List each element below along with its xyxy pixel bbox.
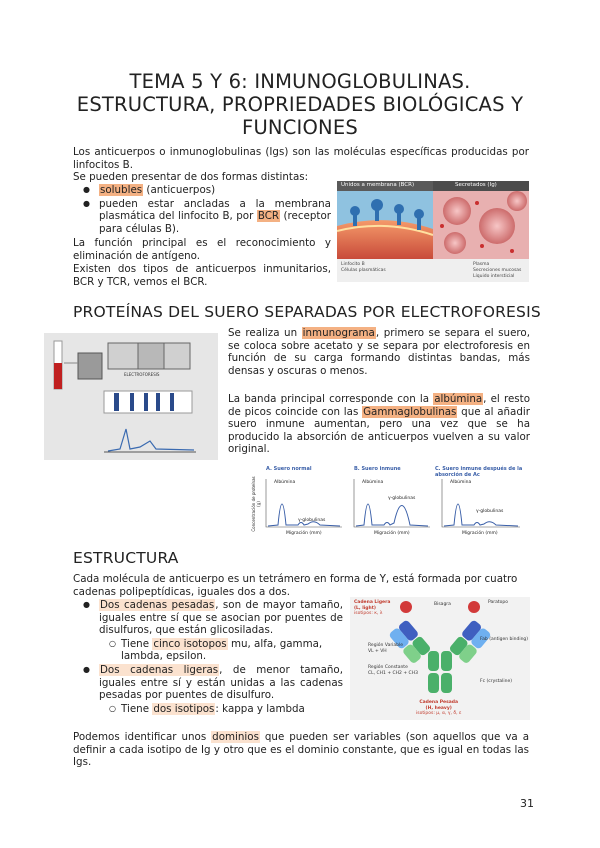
intro-paragraph-2: Se pueden presentar de dos formas distintas: [73, 171, 309, 183]
intro-paragraph-1: Los anticuerpos o inmunoglobulinas (Igs) son las moléculas específicas producidas por linfocitos B. [73, 146, 529, 171]
label-cadena-ligera: Cadena Ligera (L, light) isotipos: κ, λ [354, 600, 391, 616]
chart-xlabel-a: Migración (mm) [286, 531, 322, 536]
bcr-caption-left: Linfocito B Células plasmáticas [341, 262, 386, 273]
label-bisagra: Bisagra [434, 602, 451, 607]
chart-panel-b: B. Suero inmune [354, 466, 401, 472]
highlight: Dos cadenas ligeras [100, 663, 219, 676]
chart-xlabel-c: Migración (mm) [462, 531, 498, 536]
curve-b [356, 504, 428, 526]
chart-albumina-a: Albúmina [274, 480, 296, 485]
chart-gamma-c: γ-globulinas [476, 509, 504, 514]
label-region-constante: Región Constante CL, CH1 + CH2 + CH3 [368, 665, 418, 676]
list-item-sub: ○ Tiene cinco isotopos mu, alfa, gamma, lambda, epsilon. [73, 638, 343, 663]
intro-paragraph-4: Existen dos tipos de anticuerpos inmunitarios, BCR y TCR, vemos el BCR. [73, 263, 331, 288]
electroforesis-label: ELECTROFORESIS [124, 372, 160, 377]
chart-ylabel: Concentración de proteínas (g) [251, 476, 261, 532]
bcr-label-right: Secretados (Ig) [455, 182, 497, 188]
label-region-variable: Región Variable VL + VH [368, 643, 404, 654]
bcr-figure [337, 181, 529, 282]
chart-xlabel-b: Migración (mm) [374, 531, 410, 536]
intro-paragraph-3: La función principal es el reconocimiento y eliminación de antígeno. [73, 237, 331, 262]
chart-gamma-b: γ-globulinas [388, 496, 416, 501]
highlight: BCR [257, 210, 280, 223]
page-title: TEMA 5 Y 6: INMUNOGLOBULINAS. ESTRUCTURA, PROPRIEDADES BIOLÓGICAS Y FUNCIONES [76, 70, 524, 139]
electroforesis-figure [44, 333, 218, 460]
chart-albumina-c: Albúmina [450, 480, 472, 485]
section1-paragraph-1: Se realiza un inmunograma, primero se separa el suero, se coloca sobre acetato y se separa por electroforesis en función de su carga formando distintas bandas, más densas y oscuras o menos. [228, 327, 530, 377]
section1-paragraph-2: La banda principal corresponde con la albúmina, el resto de picos coincide con las Gammaglobulinas que al añadir suero inmune aumentan, pero una vez que se ha producido la absorción de anticuerpos vuelven a su valor original. [228, 393, 530, 456]
highlight: Gammaglobulinas [363, 405, 457, 418]
structure-bullet-list [73, 599, 343, 715]
highlight: dos isotipos [153, 702, 215, 715]
label-fc: Fc (crystaline) [480, 679, 512, 684]
section-heading-electroforesis: PROTEÍNAS DEL SUERO SEPARADAS POR ELECTROFORESIS [73, 303, 541, 321]
list-item: ● solubles (anticuerpos) [73, 184, 331, 197]
page-number: 31 [520, 797, 534, 810]
antibody-figure [350, 597, 530, 720]
list-item: ● pueden estar ancladas a la membrana plasmática del linfocito B, por BCR (receptor para células B). [73, 198, 331, 236]
bcr-caption-right: Plasma Secreciones mucosas Líquido intersticial [473, 262, 522, 279]
label-paratopo: Paratopo [488, 600, 509, 605]
chart-panel-a: A. Suero normal [266, 466, 312, 472]
highlight: cinco isotopos [153, 637, 227, 650]
section2-paragraph-1: Cada molécula de anticuerpo es un tetrámero en forma de Y, está formada por cuatro cadenas polipeptídicas, iguales dos a dos. [73, 573, 518, 598]
chart-albumina-b: Albúmina [362, 480, 384, 485]
list-item-sub: ○ Tiene dos isotipos: kappa y lambda [73, 703, 343, 716]
label-fab: Fab (antigen binding) [480, 637, 529, 642]
curve-c [444, 504, 518, 526]
list-item: ● Dos cadenas pesadas, son de mayor tamaño, iguales entre sí que se asocian por puentes de disulfuros, que están glicosiladas. [73, 599, 343, 637]
chart-gamma-a: γ-globulinas [298, 518, 326, 523]
label-cadena-pesada: Cadena Pesada (H, heavy) isotipos: μ, α, γ, δ, ε [416, 700, 462, 716]
list-item: ● Dos cadenas ligeras, de menor tamaño, iguales entre sí y están unidas a las cadenas pesadas por puentes de disulfuro. [73, 664, 343, 702]
highlight: albúmina [434, 393, 483, 405]
intro-bullet-list [73, 184, 331, 235]
bcr-label-left: Unidos a membrana (BCR) [341, 182, 415, 188]
serum-chart-figure [250, 465, 530, 542]
highlight: inmunograma [302, 327, 375, 339]
highlight: dominios [212, 731, 259, 743]
highlight: Dos cadenas pesadas [100, 599, 215, 611]
section2-paragraph-2: Podemos identificar unos dominios que pueden ser variables (son aquellos que va a definir a cada isotipo de Ig y otro que es el dominio constante, que es igual en todas las Igs. [73, 731, 529, 769]
section-heading-estructura: ESTRUCTURA [73, 549, 179, 567]
highlight: solubles [100, 184, 143, 196]
chart-panel-c: C. Suero inmune después de la absorción de Ac [435, 466, 523, 478]
